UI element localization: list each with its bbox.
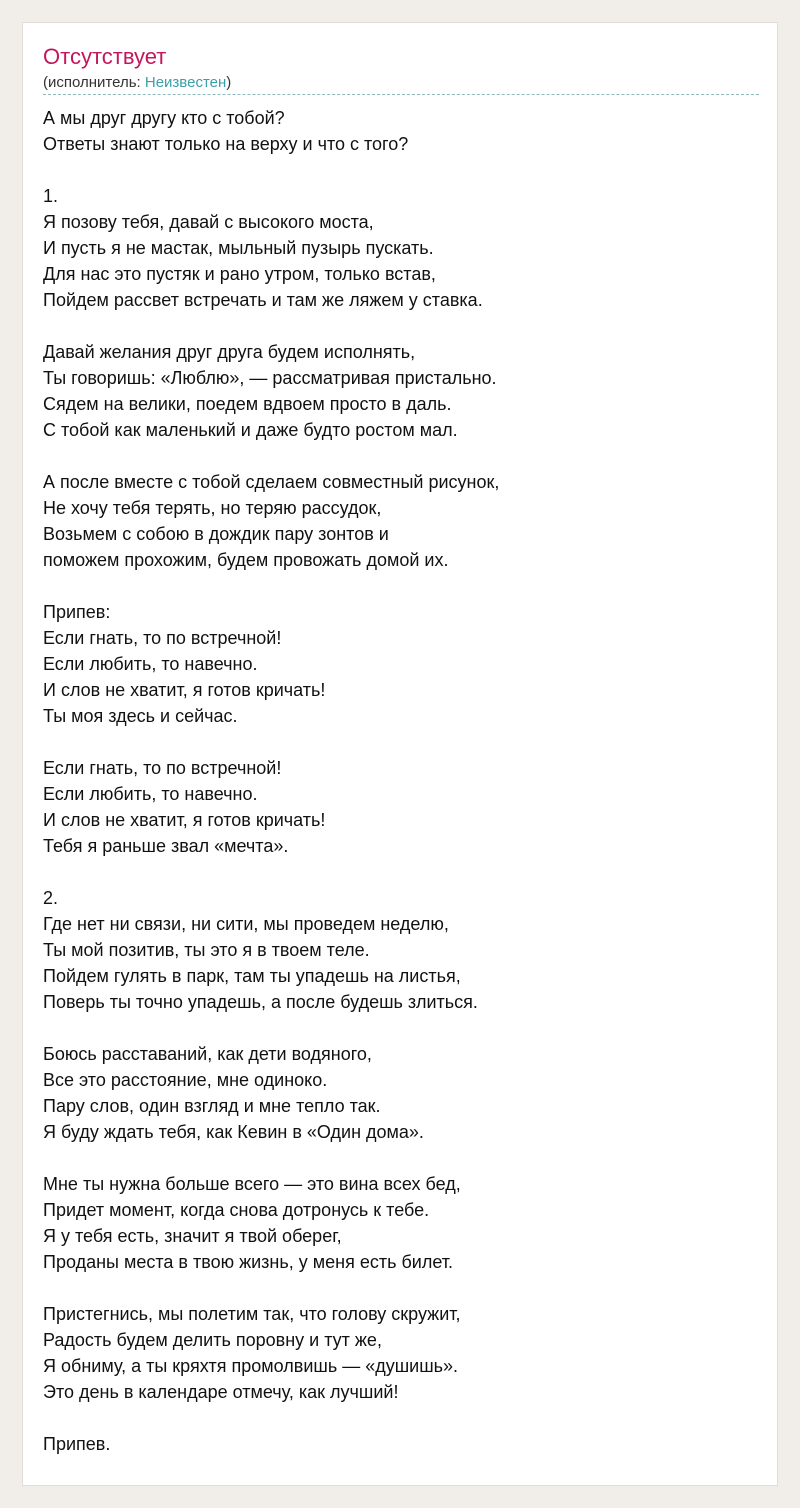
lyric-line: Если любить, то навечно.: [43, 654, 258, 674]
lyric-line: Это день в календаре отмечу, как лучший!: [43, 1382, 399, 1402]
artist-link[interactable]: Неизвестен: [144, 74, 227, 91]
artist-prefix: (исполнитель:: [43, 74, 145, 91]
lyric-line: Придет момент, когда снова дотронусь к тебе.: [43, 1200, 430, 1220]
blank-line: [43, 313, 759, 339]
lyric-line: А мы друг другу кто с тобой?: [43, 108, 285, 128]
lyric-line: Припев:: [43, 602, 111, 622]
lyric-line: Все это расстояние, мне одиноко.: [43, 1070, 328, 1090]
lyric-line: Давай желания друг друга будем исполнять,: [43, 342, 416, 362]
blank-line: [43, 1275, 759, 1301]
lyric-line: Я обниму, а ты кряхтя промолвишь — «душишь».: [43, 1356, 459, 1376]
lyric-line: Боюсь расставаний, как дети водяного,: [43, 1044, 372, 1064]
artist-suffix: ): [226, 74, 232, 91]
lyric-line: И слов не хватит, я готов кричать!: [43, 810, 326, 830]
lyric-line: Ты мой позитив, ты это я в твоем теле.: [43, 940, 370, 960]
lyric-line: Пристегнись, мы полетим так, что голову скружит,: [43, 1304, 461, 1324]
blank-line: [43, 729, 759, 755]
lyric-line: Я позову тебя, давай с высокого моста,: [43, 212, 374, 232]
lyric-line: Поверь ты точно упадешь, а после будешь злиться.: [43, 992, 478, 1012]
lyric-line: Я у тебя есть, значит я твой оберег,: [43, 1226, 342, 1246]
blank-line: [43, 573, 759, 599]
lyric-line: Ты говоришь: «Люблю», — рассматривая пристально.: [43, 368, 497, 388]
lyric-line: Пойдем гулять в парк, там ты упадешь на листья,: [43, 966, 461, 986]
lyric-line: Сядем на велики, поедем вдвоем просто в даль.: [43, 394, 452, 414]
lyric-line: Где нет ни связи, ни сити, мы проведем неделю,: [43, 914, 449, 934]
artist-line: [43, 73, 759, 95]
blank-line: [43, 1015, 759, 1041]
lyric-line: Тебя я раньше звал «мечта».: [43, 836, 289, 856]
lyric-line: Для нас это пустяк и рано утром, только встав,: [43, 264, 436, 284]
lyric-line: И пусть я не мастак, мыльный пузырь пускать.: [43, 238, 434, 258]
lyric-line: 1.: [43, 186, 59, 206]
lyric-line: Радость будем делить поровну и тут же,: [43, 1330, 382, 1350]
blank-line: [43, 443, 759, 469]
lyric-line: Припев.: [43, 1434, 111, 1454]
lyric-line: Пару слов, один взгляд и мне тепло так.: [43, 1096, 381, 1116]
lyric-line: Если гнать, то по встречной!: [43, 628, 282, 648]
lyric-line: Пойдем рассвет встречать и там же ляжем у ставка.: [43, 290, 483, 310]
lyrics-body: [43, 105, 759, 1457]
lyric-line: А после вместе с тобой сделаем совместный рисунок,: [43, 472, 500, 492]
lyric-line: 2.: [43, 888, 59, 908]
lyric-line: Я буду ждать тебя, как Кевин в «Один дома».: [43, 1122, 424, 1142]
lyric-line: Ты моя здесь и сейчас.: [43, 706, 238, 726]
lyric-line: Возьмем с собою в дождик пару зонтов и: [43, 524, 389, 544]
lyric-line: Ответы знают только на верху и что с того?: [43, 134, 409, 154]
lyric-line: Если гнать, то по встречной!: [43, 758, 282, 778]
lyric-line: Мне ты нужна больше всего — это вина всех бед,: [43, 1174, 461, 1194]
lyric-line: С тобой как маленький и даже будто ростом мал.: [43, 420, 458, 440]
lyrics-card: [22, 22, 778, 1486]
song-title: Отсутствует: [43, 44, 167, 69]
blank-line: [43, 1405, 759, 1431]
lyric-line: Не хочу тебя терять, но теряю рассудок,: [43, 498, 382, 518]
blank-line: [43, 859, 759, 885]
lyric-line: И слов не хватит, я готов кричать!: [43, 680, 326, 700]
lyric-line: Если любить, то навечно.: [43, 784, 258, 804]
lyric-line: Проданы места в твою жизнь, у меня есть билет.: [43, 1252, 453, 1272]
blank-line: [43, 157, 759, 183]
lyric-line: поможем прохожим, будем провожать домой их.: [43, 550, 449, 570]
blank-line: [43, 1145, 759, 1171]
